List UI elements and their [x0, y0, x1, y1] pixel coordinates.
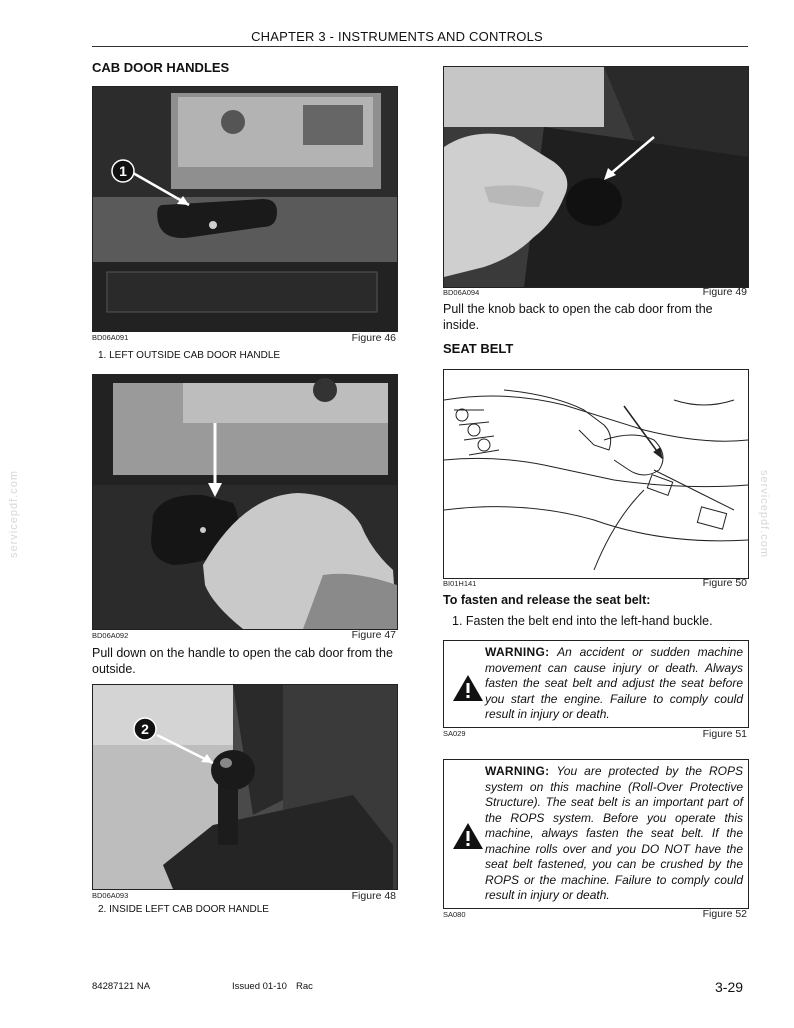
warning-51-code: SA029 [443, 729, 466, 738]
image-id-46: BD06A091 [92, 333, 129, 342]
warning-52-text [485, 764, 743, 904]
warning-51-label: WARNING: [485, 645, 550, 659]
section-title-seat-belt: SEAT BELT [443, 341, 514, 356]
warning-triangle-icon [452, 674, 484, 702]
photo-pull-down-handle [92, 374, 398, 630]
figure-label-48: Figure 48 [351, 890, 396, 902]
photo-pull-knob [443, 66, 749, 288]
text-pull-knob: Pull the knob back to open the cab door from the inside. [443, 302, 713, 332]
warning-triangle-icon [452, 822, 484, 850]
image-id-48: BD06A093 [92, 891, 129, 900]
watermark-left: servicepdf.com [7, 470, 20, 558]
footer-author: Rac [296, 981, 313, 992]
warning-52-label: WARNING: [485, 764, 550, 778]
warning-51-message: An accident or sudden machine movement can cause injury or death. Always fasten the seat belt and adjust the seat before you start the engine. Failure to comply could result in injury or death. [485, 645, 743, 721]
figure-label-49: Figure 49 [702, 286, 747, 298]
callout-1: 1 [119, 163, 127, 179]
image-id-50: BI01H141 [443, 579, 477, 588]
footer-doc-number: 84287121 NA [92, 981, 151, 992]
footer-issued: Issued 01-10 [232, 981, 287, 992]
caption-46: 1. LEFT OUTSIDE CAB DOOR HANDLE [98, 350, 281, 361]
image-id-49: BD06A094 [443, 288, 480, 297]
image-id-47: BD06A092 [92, 631, 129, 640]
section-title-cab-door-handles: CAB DOOR HANDLES [92, 60, 230, 75]
figure-label-50: Figure 50 [702, 577, 747, 589]
chapter-title: CHAPTER 3 - INSTRUMENTS AND CONTROLS [251, 29, 543, 44]
photo-left-outside-handle [92, 86, 398, 332]
figure-label-51: Figure 51 [702, 728, 747, 740]
figure-label-46: Figure 46 [351, 332, 396, 344]
page-number: 3-29 [715, 979, 744, 995]
callout-2: 2 [141, 721, 149, 737]
warning-52-message: You are protected by the ROPS system on this machine (Roll-Over Protective Structure). The seat belt is an important part of the ROPS system. Before you operate this machine, always fasten the seat belt. If the machine rolls over and you DO NOT have the seat belt fastened, you can be crushed by the ROPS or the machine. Failure to comply could result in injury or death. [485, 764, 743, 902]
warning-box-51 [443, 640, 749, 728]
warning-box-52 [443, 759, 749, 909]
caption-48: 2. INSIDE LEFT CAB DOOR HANDLE [98, 904, 269, 915]
photo-inside-handle [92, 684, 398, 890]
warning-51-text [485, 645, 743, 723]
fasten-heading: To fasten and release the seat belt: [443, 593, 651, 607]
text-pull-down-handle: Pull down on the handle to open the cab door from the outside. [92, 646, 393, 676]
warning-52-code: SA080 [443, 910, 466, 919]
illustration-seat-belt [443, 369, 749, 579]
header-divider [92, 46, 748, 47]
watermark-right: servicepdf.com [757, 470, 770, 558]
figure-label-52: Figure 52 [702, 908, 747, 920]
figure-label-47: Figure 47 [351, 629, 396, 641]
step-1-text: 1. Fasten the belt end into the left-hand buckle. [452, 614, 713, 628]
